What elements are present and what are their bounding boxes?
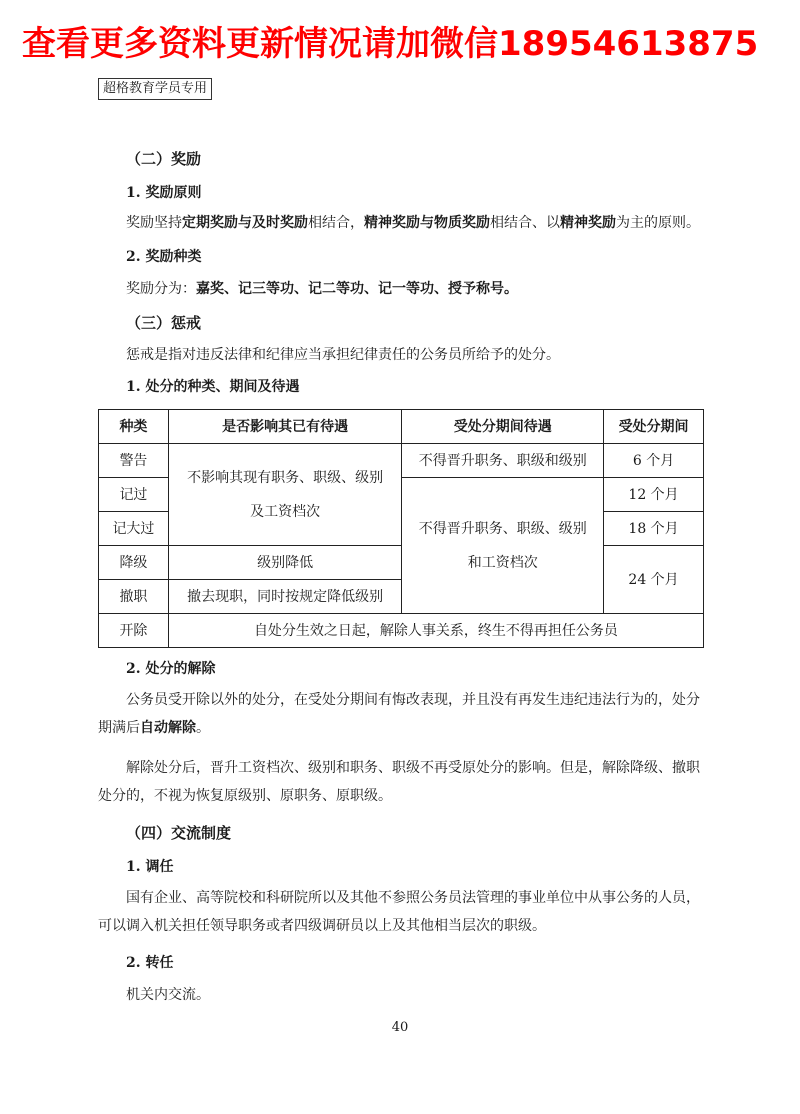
paragraph-after-release: 解除处分后，晋升工资档次、级别和职务、职级不再受原处分的影响。但是，解除降级、撤职处分的，不视为恢复原级别、原职务、原职级。 [98,760,700,804]
cell-type-expulsion: 开除 [99,614,169,648]
cell-type-warning: 警告 [99,444,169,478]
page-number: 40 [391,1020,409,1035]
cell-type-demotion: 降级 [99,546,169,580]
section-title-reward: （二）奖励 [126,150,202,168]
watermark-banner: 查看更多资料更新情况请加微信18954613875 [22,24,759,64]
section-title-discipline: （三）惩戒 [126,314,202,332]
table-row [99,614,704,648]
paragraph-transfer: 机关内交流。 [126,987,210,1003]
table-header-row [99,410,704,444]
cell-type-dismissal: 撤职 [99,580,169,614]
header-type: 种类 [99,410,169,444]
paragraph-discipline-intro: 惩戒是指对违反法律和纪律应当承担纪律责任的公务员所给予的处分。 [126,347,560,363]
cell-expulsion-text: 自处分生效之日起，解除人事关系，终生不得再担任公务员 [168,614,703,648]
cell-period-12: 12 个月 [604,478,704,512]
paragraph-discipline-release: 公务员受开除以外的处分，在受处分期间有悔改表现，并且没有再发生违纪违法行为的，处分期满后自动解除。 [98,692,700,736]
table-row [99,444,704,478]
cell-treatment-other: 不得晋升职务、职级、级别 和工资档次 [402,478,604,614]
cell-effect-dismissal: 撤去现职，同时按规定降低级别 [168,580,402,614]
header-tag: 超格教育学员专用 [98,78,212,100]
cell-period-24: 24 个月 [604,546,704,614]
cell-effect-no-impact: 不影响其现有职务、职级、级别 及工资档次 [168,444,402,546]
heading-transfer: 2. 转任 [126,955,174,971]
cell-period-18: 18 个月 [604,512,704,546]
table-row [99,546,704,580]
paragraph-reward-types: 奖励分为：嘉奖、记三等功、记二等功、记一等功、授予称号。 [126,281,518,297]
cell-treatment-warning: 不得晋升职务、职级和级别 [402,444,604,478]
heading-reward-principle: 1. 奖励原则 [126,185,202,201]
header-effect: 是否影响其已有待遇 [168,410,402,444]
heading-discipline-types: 1. 处分的种类、期间及待遇 [126,379,300,395]
header-period: 受处分期间 [604,410,704,444]
section-title-exchange: （四）交流制度 [126,824,232,842]
cell-effect-demotion: 级别降低 [168,546,402,580]
penalty-table [98,409,704,648]
header-treatment: 受处分期间待遇 [402,410,604,444]
cell-type-demerit: 记过 [99,478,169,512]
heading-discipline-release: 2. 处分的解除 [126,661,216,677]
heading-transfer-in: 1. 调任 [126,859,174,875]
cell-type-major-demerit: 记大过 [99,512,169,546]
heading-reward-types: 2. 奖励种类 [126,249,202,265]
cell-period-6: 6 个月 [604,444,704,478]
paragraph-transfer-in: 国有企业、高等院校和科研院所以及其他不参照公务员法管理的事业单位中从事公务的人员，可以调入机关担任领导职务或者四级调研员以上及其他相当层次的职级。 [98,890,700,934]
paragraph-reward-principle: 奖励坚持定期奖励与及时奖励相结合，精神奖励与物质奖励相结合、以精神奖励为主的原则。 [126,215,700,231]
